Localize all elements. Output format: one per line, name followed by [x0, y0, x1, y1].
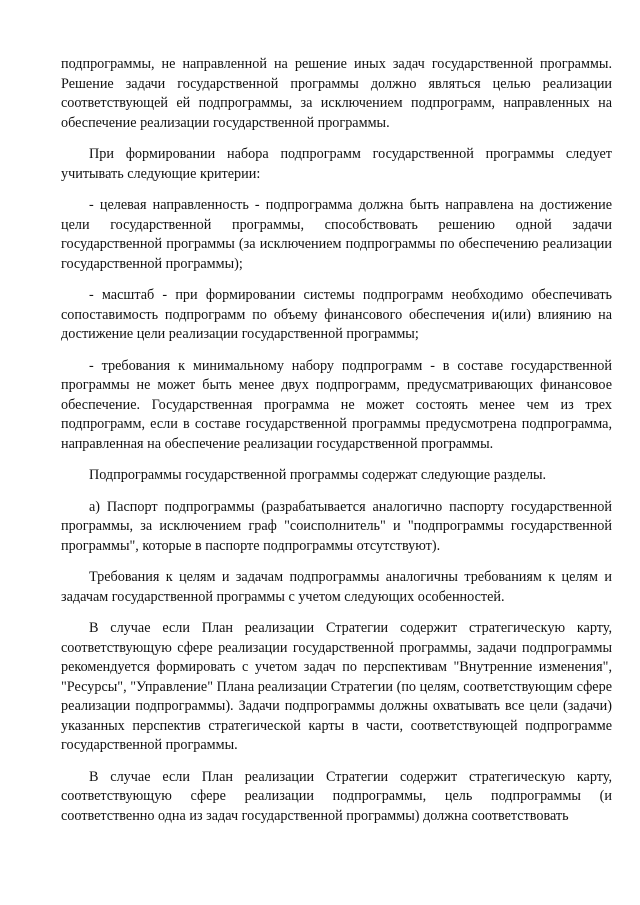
paragraph-strategy-map-state-program: В случае если План реализации Стратегии содержит стратегическую карту, соответствующую сфере реализации государственной программы, задачи подпрограммы рекомендуется формировать с учетом задач по перспективам "Внутренние изменения", "Ресурсы", "Управление" Плана реализации Стратегии (по целям, соответствующим сфере реализации подпрограммы). Задачи подпрограммы должны охватывать все цели (задачи) указанных перспектив стратегической карты в части, соответствующей подпрограмме государственной программы.	[61, 620, 612, 753]
paragraph-section-passport: а) Паспорт подпрограммы (разрабатывается аналогично паспорту государственной программы, за исключением граф "соисполнитель" и "подпрограммы государственной программы", которые в паспорте подпрограммы отсутствуют).	[61, 498, 612, 554]
paragraph-criterion-scale: - масштаб - при формировании системы подпрограмм необходимо обеспечивать сопоставимость подпрограмм по объему финансового обеспечения и(или) влиянию на достижение цели реализации государственной программы;	[61, 287, 612, 342]
paragraph-goals-requirements: Требования к целям и задачам подпрограммы аналогичны требованиям к целям и задачам государственной программы с учетом следующих особенностей.	[61, 569, 612, 605]
paragraph-criteria-intro: При формировании набора подпрограмм государственной программы следует учитывать следующие критерии:	[61, 146, 612, 182]
paragraph-continuation: подпрограммы, не направленной на решение иных задач государственной программы. Решение задачи государственной программы должно являться целью реализации соответствующей ей подпрограммы, за исключением подпрограмм, направленных на обеспечение реализации государственной программы.	[61, 56, 612, 131]
paragraph-criterion-target: - целевая направленность - подпрограмма должна быть направлена на достижение цели государственной программы, способствовать решению одной задачи государственной программы (за исключением подпрограммы по обеспечению реализации государственной программы);	[61, 197, 612, 272]
paragraph-strategy-map-subprogram: В случае если План реализации Стратегии содержит стратегическую карту, соответствующую сфере реализации подпрограммы, цель подпрограммы (и соответственно одна из задач государственной программы) должна соответствовать	[61, 768, 612, 824]
paragraph-sections-intro: Подпрограммы государственной программы содержат следующие разделы.	[89, 467, 547, 483]
paragraph-criterion-minimum-set: - требования к минимальному набору подпрограмм - в составе государственной программы не может быть менее двух подпрограмм, предусматривающих финансовое обеспечение. Государственная программа не может состоять менее чем из трех подпрограмм, если в составе государственной программы предусмотрена подпрограмма, направленная на обеспечение реализации государственной программы.	[61, 357, 612, 452]
